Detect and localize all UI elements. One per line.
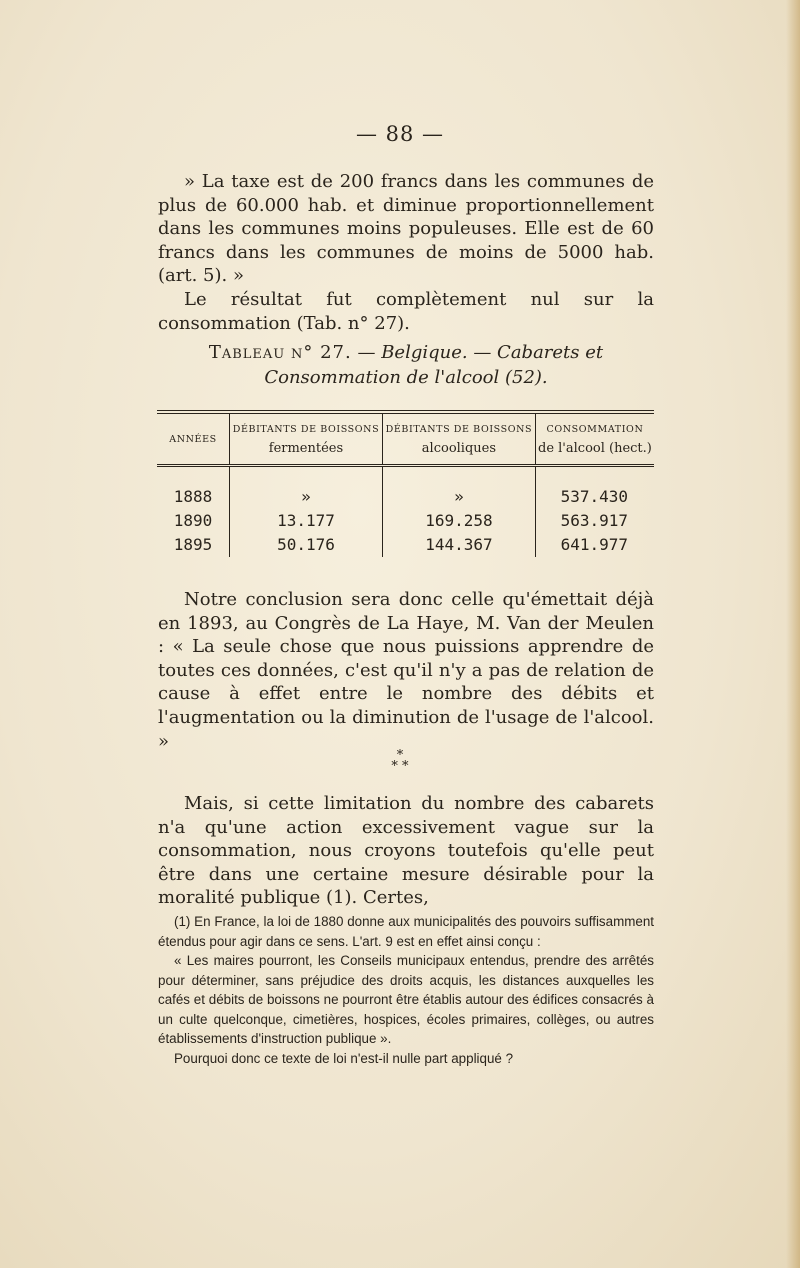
asterism-bottom: * * xyxy=(391,759,409,774)
caption-number: n° 27. xyxy=(291,342,352,363)
paragraph-limitation-text: Mais, si cette limitation du nombre des cabarets n'a qu'une action excessivement vague sur la consommation, nous croyons toutefois qu'elle peut être dans une certaine mesure désirable pour la moralité publique (1). Certes, xyxy=(158,793,654,909)
header-alcoholic xyxy=(382,412,535,466)
cell-fermented: 50.176 xyxy=(230,533,383,557)
caption-label: Tableau xyxy=(208,342,286,363)
cell-consumption: 563.917 xyxy=(535,509,654,533)
header-alcoholic-bottom: alcooliques xyxy=(421,441,497,456)
paragraph-conclusion xyxy=(158,588,654,753)
caption-sep2: — xyxy=(467,342,498,363)
table-row xyxy=(157,466,654,510)
cell-alcoholic: 169.258 xyxy=(382,509,535,533)
asterism-top: * xyxy=(396,748,404,763)
caption-sep1: — xyxy=(351,342,382,363)
cell-consumption: 537.430 xyxy=(535,466,654,510)
caption-title: Cabarets et Consommation de l'alcool (52). xyxy=(264,342,604,388)
cell-fermented: 13.177 xyxy=(230,509,383,533)
cell-year: 1895 xyxy=(173,535,213,554)
paragraph-tax xyxy=(158,170,654,335)
header-fermented xyxy=(230,412,383,466)
page-number: — 88 — xyxy=(355,122,445,146)
table-header-row xyxy=(157,412,654,466)
cell-alcoholic: » xyxy=(382,466,535,510)
paragraph-tax-line1: » La taxe est de 200 francs dans les communes de plus de 60.000 hab. et diminue proportionnellement dans les communes moins populeuses. Elle est de 60 francs dans les communes de moins de 5000 hab. (art. 5). » xyxy=(158,171,654,287)
header-years: ANNÉES xyxy=(169,433,217,445)
cell-consumption: 641.977 xyxy=(535,533,654,557)
table-row xyxy=(157,509,654,533)
page-edge-shadow xyxy=(786,0,800,1268)
cell-year: 1888 xyxy=(173,487,213,506)
cell-year: 1890 xyxy=(173,511,213,530)
asterism-separator xyxy=(0,750,800,772)
footnote-line1: (1) En France, la loi de 1880 donne aux municipalités des pouvoirs suffisamment étendus pour agir dans ce sens. L'art. 9 est en effet ainsi conçu : xyxy=(158,914,654,949)
table-caption xyxy=(158,340,654,390)
footnote-line2: « Les maires pourront, les Conseils municipaux entendus, prendre des arrêtés pour déterminer, sans préjudice des droits acquis, les distances auxquelles les cafés et débits de boissons ne pourront être établis autour des édifices consacrés à un culte quelconque, cimetières, hospices, écoles primaires, collèges, ou autres établissements d'instruction publique ». xyxy=(158,953,654,1046)
header-alcoholic-top: DÉBITANTS DE BOISSONS xyxy=(385,424,533,435)
header-fermented-top: DÉBITANTS DE BOISSONS xyxy=(232,424,380,435)
table-row xyxy=(157,533,654,557)
cell-fermented: » xyxy=(230,466,383,510)
data-table xyxy=(157,410,654,557)
caption-country: Belgique. xyxy=(381,342,468,363)
header-consumption-top: CONSOMMATION xyxy=(546,424,644,435)
header-consumption-bottom: de l'alcool (hect.) xyxy=(538,441,652,456)
paragraph-limitation xyxy=(158,792,654,910)
header-fermented-bottom: fermentées xyxy=(268,441,344,456)
header-consumption xyxy=(535,412,654,466)
paragraph-conclusion-text: Notre conclusion sera donc celle qu'émettait déjà en 1893, au Congrès de La Haye, M. Van der Meulen : « La seule chose que nous puissions apprendre de toutes ces données, c'est qu'il n'y a pas de relation de cause à effet entre le nombre des débits et l'augmentation ou la diminution de l'usage de l'alcool. » xyxy=(158,589,654,752)
cell-alcoholic: 144.367 xyxy=(382,533,535,557)
paragraph-tax-line2: Le résultat fut complètement nul sur la consommation (Tab. n° 27). xyxy=(158,288,654,334)
footnote-line3: Pourquoi donc ce texte de loi n'est-il nulle part appliqué ? xyxy=(174,1050,514,1066)
footnote xyxy=(158,912,654,1068)
